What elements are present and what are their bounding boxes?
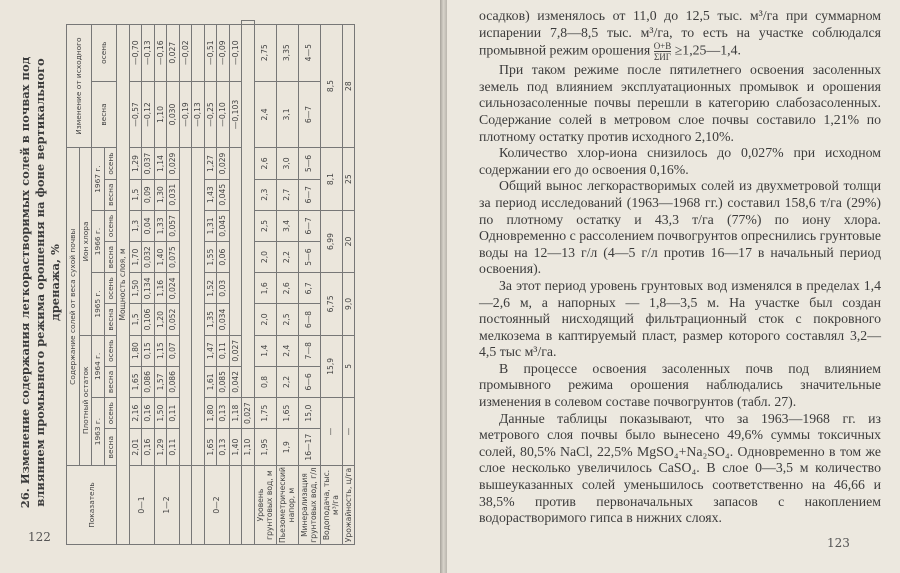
cell: —0,13 <box>142 24 155 81</box>
cell: 0,134 <box>142 273 155 304</box>
cell: 1,29 <box>129 148 142 179</box>
cell: 0,027 <box>242 398 255 429</box>
cell: 0,031 <box>167 179 180 210</box>
cell: 0,16 <box>142 398 155 429</box>
cell: —0,13 <box>192 81 205 148</box>
depth-label: Мощность слоя, м <box>117 24 130 544</box>
cell: 2,6 <box>254 148 276 179</box>
table-row <box>276 21 298 545</box>
cell: —0,10 <box>229 24 242 81</box>
season-header: весна <box>104 304 117 335</box>
year-header: 1964 г. <box>92 335 105 397</box>
cell: 0,04 <box>142 210 155 241</box>
cell: 1,65 <box>129 366 142 397</box>
cell: 6,7 <box>298 273 320 304</box>
cell: —0,103 <box>229 81 242 148</box>
cell: 15,9 <box>320 335 342 397</box>
cell: 0,11 <box>217 335 230 366</box>
header-salts: Содержание солей от веса сухой почвы <box>67 148 80 466</box>
paragraph: Общий вынос легкорастворимых солей из двухметровой толщи за период исследований (1963—1968 гг.) составил 158,6 т/га (29%) по плотному остатку и 43,3 т/га (77%) по иону хлора. Одновременно с рассолением почвогрунтов опреснились грунтовые воды на 12—13 г/л (4—5 г/л против 16—17 в начальный период освоения). <box>479 178 881 277</box>
year-header: 1967 г. <box>92 148 105 210</box>
cell: 2,2 <box>276 242 298 273</box>
cell: 1,50 <box>154 398 167 429</box>
paragraph: В процессе освоения засоленных почв под влиянием промывного режима орошения наблюдались значительные изменения в солевом составе почвогрунтов (табл. 27). <box>479 360 881 410</box>
cell: 3,4 <box>276 210 298 241</box>
cell: —0,09 <box>217 24 230 81</box>
cell: 0,07 <box>167 335 180 366</box>
cell: 1,5 <box>129 304 142 335</box>
cell: —0,02 <box>179 24 192 81</box>
cell: 0,075 <box>167 242 180 273</box>
header-indicator: Показатель <box>67 466 117 545</box>
table-row <box>192 21 205 545</box>
cell: 0,024 <box>167 273 180 304</box>
cell: 1,29 <box>154 429 167 466</box>
cell: 1,27 <box>204 148 217 179</box>
cell: 1,65 <box>276 398 298 429</box>
cell: 2,4 <box>276 335 298 366</box>
page-number-right: 123 <box>827 536 850 550</box>
cell: 0,8 <box>254 366 276 397</box>
cell: —0,12 <box>142 81 155 148</box>
row-label: Водоподача, тыс. м³/га <box>320 466 342 545</box>
cell: — <box>342 398 355 466</box>
cell: 0,027 <box>229 335 242 366</box>
cell: 1,4 <box>254 335 276 366</box>
cell: 1,70 <box>129 242 142 273</box>
spacer-cell <box>242 21 255 25</box>
cell: 1,15 <box>154 335 167 366</box>
cell: 0,057 <box>167 210 180 241</box>
header-change: Изменение от исходного <box>67 24 92 148</box>
row-label: Урожайность, ц/га <box>342 466 355 545</box>
cell: 1,33 <box>154 210 167 241</box>
season-header: весна <box>104 242 117 273</box>
cell: 1,43 <box>204 179 217 210</box>
cell: 9,0 <box>342 273 355 335</box>
cell: 3,1 <box>276 81 298 148</box>
cell: 2,7 <box>276 179 298 210</box>
table-row <box>204 21 217 545</box>
cell: 25 <box>342 148 355 210</box>
paragraph: Количество хлор-иона снизилось до 0,027% при исходном содержании его до освоения 0,16%. <box>479 145 881 177</box>
paragraph: Данные таблицы показывают, что за 1963—1968 гг. из метрового слоя почвы было вынесено 49,6% суммы токсичных солей, 80,5% NaCl, 22,5% MgSO₄+Na₂SO₄. Одновременно в том же слое несколько увеличилось CaSO₄. В слое 0—3,5 м количество вышеуказанных солей уменьшилось соответственно на 46,66 и 38,5% против первоначальных запасов с накоплением водорастворимого гипса в нижних слоях. <box>479 410 881 526</box>
cell: 1,95 <box>254 429 276 466</box>
cell: 0,034 <box>217 304 230 335</box>
cell: 0,086 <box>167 366 180 397</box>
paragraph-text: осадков) изменялось от 11,0 до 12,5 тыс. м³/га при суммарном испарении 7,8—8,5 тыс. м³/га, то есть на участке соблюдался промывной режим орошения <box>479 8 881 58</box>
cell: —0,16 <box>154 24 167 81</box>
cell: 1,55 <box>204 242 217 273</box>
spacer-cell <box>229 148 242 335</box>
cell: 3,0 <box>276 148 298 179</box>
cell: 0,13 <box>217 429 230 466</box>
cell: 1,50 <box>129 273 142 304</box>
page-number-left: 122 <box>28 530 51 544</box>
cell: 1,16 <box>154 273 167 304</box>
cell: —0,51 <box>204 24 217 81</box>
paragraph: За этот период уровень грунтовых вод изменялся в пределах 1,4—2,6 м, а напорных — 1,8—3,5 м. На участке был создан постоянный нисходящий фильтрационный сток с покровного мелкозема в каптируемый пласт, размер которого составлял 3,2—4,5 тыс м³/га. <box>479 277 881 360</box>
cell: 1,80 <box>204 398 217 429</box>
left-page <box>0 0 440 573</box>
cell: 16—17 <box>298 429 320 466</box>
table-row <box>229 21 242 545</box>
cell: 0,052 <box>167 304 180 335</box>
cell: 2,4 <box>254 81 276 148</box>
cell: 3,35 <box>276 24 298 81</box>
cell: 1,10 <box>154 81 167 148</box>
cell: 0,029 <box>167 148 180 179</box>
row-label: 0—1 <box>129 466 154 545</box>
cell: 5—6 <box>298 242 320 273</box>
cell: 2,16 <box>129 398 142 429</box>
cell: 28 <box>342 24 355 148</box>
cell: —0,70 <box>129 24 142 81</box>
cell: —0,25 <box>204 81 217 148</box>
cell: 0,11 <box>167 429 180 466</box>
cell: 7—8 <box>298 335 320 366</box>
cell: 6—6 <box>298 366 320 397</box>
cell: 2,3 <box>254 179 276 210</box>
cell: 6—7 <box>298 179 320 210</box>
row-label: Уровень грунтовых вод, м <box>254 466 276 545</box>
cell: 2,0 <box>254 242 276 273</box>
spacer-cell <box>242 24 255 397</box>
season-header: весна <box>104 366 117 397</box>
cell: 5 <box>342 335 355 397</box>
change-season: осень <box>92 24 117 81</box>
year-header: 1963 г. <box>92 398 105 466</box>
season-header: осень <box>104 210 117 241</box>
cell: 0,09 <box>142 179 155 210</box>
cell: —0,10 <box>217 81 230 148</box>
cell: 1,35 <box>204 304 217 335</box>
spacer-cell <box>179 466 192 545</box>
cell: 1,18 <box>229 398 242 429</box>
rotated-table-block <box>14 20 434 545</box>
cell: 2,75 <box>254 24 276 81</box>
season-header: осень <box>104 273 117 304</box>
row-label: 1—2 <box>154 466 179 545</box>
cell: 1,10 <box>242 429 255 466</box>
salt-table <box>66 20 355 545</box>
cell: 0,15 <box>142 335 155 366</box>
spacer-cell <box>192 148 205 466</box>
cell: 4—5 <box>298 24 320 81</box>
cell: 0,032 <box>142 242 155 273</box>
cell: 5—6 <box>298 148 320 179</box>
season-header: весна <box>104 179 117 210</box>
row-label: 0—2 <box>204 466 229 545</box>
cell: 0,086 <box>142 366 155 397</box>
header-dense: Плотный остаток <box>79 335 92 465</box>
cell: 8,1 <box>320 148 342 210</box>
cell: 1,31 <box>204 210 217 241</box>
cell: —0,19 <box>179 81 192 148</box>
cell: 6—8 <box>298 304 320 335</box>
table-row <box>242 21 255 545</box>
cell: 1,9 <box>276 429 298 466</box>
cell: 0,03 <box>217 273 230 304</box>
cell: 1,3 <box>129 210 142 241</box>
cell: 1,65 <box>204 429 217 466</box>
cell: 6—7 <box>298 81 320 148</box>
row-label: Пьезометрический напор, м <box>277 467 296 543</box>
cell: —0,57 <box>129 81 142 148</box>
cell: 0,16 <box>142 429 155 466</box>
cell: 2,6 <box>276 273 298 304</box>
table-row <box>298 21 320 545</box>
cell: 1,52 <box>204 273 217 304</box>
cell: 1,75 <box>254 398 276 429</box>
table-row <box>342 21 355 545</box>
cell: 0,045 <box>217 179 230 210</box>
cell: 0,06 <box>217 242 230 273</box>
cell: 0,045 <box>217 210 230 241</box>
cell: 0,11 <box>167 398 180 429</box>
cell: 1,6 <box>254 273 276 304</box>
spacer-cell <box>242 466 255 545</box>
spacer-cell <box>192 466 205 545</box>
cell: — <box>320 398 342 466</box>
table-row <box>254 21 276 545</box>
cell: 1,14 <box>154 148 167 179</box>
paragraph <box>479 8 881 62</box>
cell: 0,13 <box>217 398 230 429</box>
cell: 6—7 <box>298 210 320 241</box>
cell: 1,40 <box>229 429 242 466</box>
cell: 0,037 <box>142 148 155 179</box>
formula-fraction <box>654 41 672 62</box>
spacer-cell <box>179 148 192 466</box>
cell: 2,01 <box>129 429 142 466</box>
spacer-cell <box>229 466 242 545</box>
cell: 1,57 <box>154 366 167 397</box>
cell: 15,0 <box>298 398 320 429</box>
cell: 0,030 <box>167 81 180 148</box>
season-header: осень <box>104 148 117 179</box>
cell: 1,40 <box>154 242 167 273</box>
formula-numerator: O+B <box>653 41 672 52</box>
body-text <box>479 8 881 527</box>
formula-denominator: ΣИГ <box>654 52 671 63</box>
cell: 0,106 <box>142 304 155 335</box>
cell: 6,99 <box>320 210 342 272</box>
cell: 20 <box>342 210 355 272</box>
cell: 0,029 <box>217 148 230 179</box>
cell: 2,0 <box>254 304 276 335</box>
change-season: весна <box>92 81 117 148</box>
season-header: весна <box>104 429 117 466</box>
table-row <box>154 21 167 545</box>
spacer-cell <box>192 24 205 81</box>
cell: 1,47 <box>204 335 217 366</box>
table-row <box>320 21 342 545</box>
year-header: 1966 г. <box>92 210 105 272</box>
table-row <box>179 21 192 545</box>
cell: 1,30 <box>154 179 167 210</box>
cell: 2,2 <box>276 366 298 397</box>
cell: 0,042 <box>229 366 242 397</box>
season-header: осень <box>104 398 117 429</box>
cell: 2,5 <box>276 304 298 335</box>
book-gutter <box>440 0 447 573</box>
cell: 8,5 <box>320 24 342 148</box>
cell: 1,61 <box>204 366 217 397</box>
cell: 6,75 <box>320 273 342 335</box>
cell: 1,5 <box>129 179 142 210</box>
cell: 0,085 <box>217 366 230 397</box>
paragraph: При таком режиме после пятилетнего освоения засоленных земель под влиянием эксплуатационных промывок и орошения сильнозасоленные почвы перешли в категорию слабозасоленных. Содержание солей в метровом слое почвы составило 1,21% по плотному остатку против исходного 2,10%. <box>479 62 881 144</box>
cell: 0,027 <box>167 24 180 81</box>
table-caption: 26. Изменение содержания легкорастворимых солей в почвах под влиянием промывного режима орошения на фоне вертикального дренажа, % <box>18 56 62 509</box>
right-page <box>447 0 900 573</box>
paragraph-text: ≥1,25—1,4. <box>674 42 741 58</box>
cell: 1,80 <box>129 335 142 366</box>
cell: 1,20 <box>154 304 167 335</box>
row-label: Минерализация грунтовых вод, г/л <box>299 467 318 543</box>
header-chlorine: Ион хлора <box>79 148 92 335</box>
season-header: осень <box>104 335 117 366</box>
table-row <box>129 21 142 545</box>
year-header: 1965 г. <box>92 273 105 335</box>
cell: 2,5 <box>254 210 276 241</box>
